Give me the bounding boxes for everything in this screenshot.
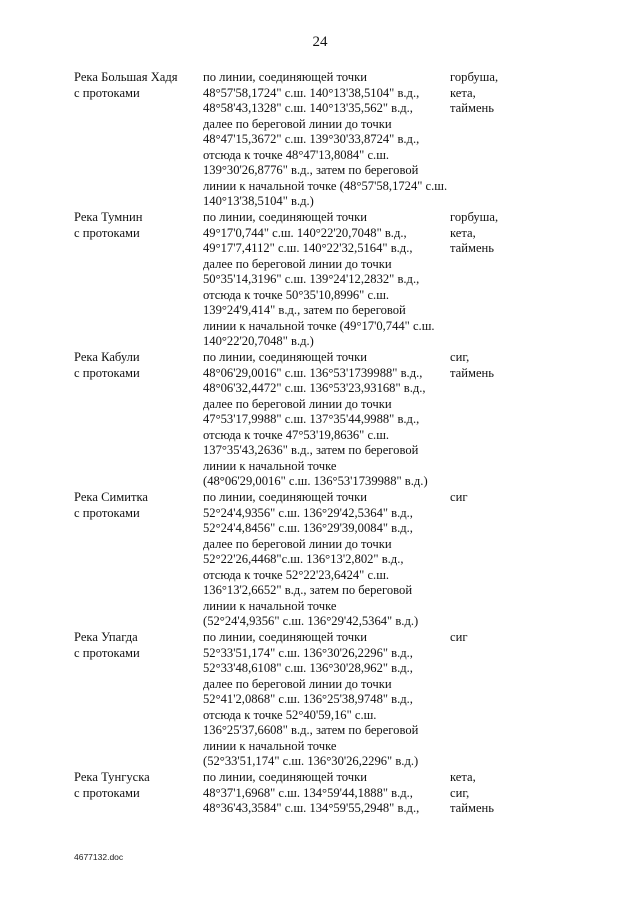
boundary-description-line: по линии, соединяющей точки bbox=[203, 770, 367, 784]
fish-species-line: горбуша, bbox=[450, 70, 499, 84]
boundary-description-line: (52°33'51,174" с.ш. 136°30'26,2296" в.д.) bbox=[203, 754, 419, 768]
boundary-description-line: линии к начальной точке (48°57'58,1724" с.ш. bbox=[203, 178, 448, 193]
boundary-description-line: по линии, соединяющей точки bbox=[203, 490, 367, 504]
boundary-description-line: 49°17'0,744" с.ш. 140°22'20,7048" в.д., bbox=[203, 225, 407, 240]
fish-species bbox=[450, 630, 530, 646]
boundary-description bbox=[203, 70, 448, 210]
page-number: 24 bbox=[312, 34, 328, 50]
fish-species-line: таймень bbox=[450, 801, 495, 815]
boundary-description-line: отсюда к точке 47°53'19,8636" с.ш. bbox=[203, 427, 390, 442]
fish-species-line: кета, bbox=[450, 770, 476, 784]
boundary-description bbox=[203, 770, 448, 817]
boundary-description-line: отсюда к точке 52°40'59,16" с.ш. bbox=[203, 707, 377, 722]
boundary-description-line: 137°35'43,2636" в.д., затем по береговой bbox=[203, 443, 419, 457]
boundary-description-line: 48°47'15,3672" с.ш. 139°30'33,8724" в.д., bbox=[203, 132, 420, 146]
river-name bbox=[74, 490, 194, 521]
boundary-description-line: линии к начальной точке bbox=[203, 738, 337, 753]
fish-species-line: сиг bbox=[450, 490, 468, 504]
boundary-description-line: отсюда к точке 52°22'23,6424" с.ш. bbox=[203, 567, 390, 582]
river-name-line: с протоками bbox=[74, 85, 140, 100]
boundary-description-line: линии к начальной точке bbox=[203, 598, 337, 613]
boundary-description-line: отсюда к точке 50°35'10,8996" с.ш. bbox=[203, 287, 390, 302]
boundary-description-line: по линии, соединяющей точки bbox=[203, 70, 367, 84]
boundary-description-line: отсюда к точке 48°47'13,8084" с.ш. bbox=[203, 147, 390, 162]
river-name bbox=[74, 770, 194, 801]
boundary-description-line: 52°33'51,174" с.ш. 136°30'26,2296" в.д., bbox=[203, 645, 413, 660]
river-name-line: Река Симитка bbox=[74, 490, 148, 504]
fish-species bbox=[450, 490, 530, 506]
boundary-description bbox=[203, 210, 448, 350]
boundary-description-line: далее по береговой линии до точки bbox=[203, 116, 392, 131]
boundary-description-line: 52°33'48,6108" с.ш. 136°30'28,962" в.д., bbox=[203, 661, 413, 675]
boundary-description-line: далее по береговой линии до точки bbox=[203, 256, 392, 271]
river-name-line: с протоками bbox=[74, 365, 140, 380]
boundary-description-line: 48°06'29,0016" с.ш. 136°53'1739988" в.д., bbox=[203, 365, 423, 380]
river-name-line: с протоками bbox=[74, 225, 140, 240]
boundary-description-line: 52°41'2,0868" с.ш. 136°25'38,9748" в.д., bbox=[203, 692, 413, 706]
boundary-description-line: 52°24'4,9356" с.ш. 136°29'42,5364" в.д., bbox=[203, 505, 413, 520]
boundary-description-line: 47°53'17,9988" с.ш. 137°35'44,9988" в.д., bbox=[203, 412, 420, 426]
boundary-description-line: по линии, соединяющей точки bbox=[203, 350, 367, 364]
boundary-description-line: 139°24'9,414" в.д., затем по береговой bbox=[203, 303, 406, 317]
boundary-description-line: 52°24'4,8456" с.ш. 136°29'39,0084" в.д., bbox=[203, 521, 413, 535]
boundary-description-line: (52°24'4,9356" с.ш. 136°29'42,5364" в.д.) bbox=[203, 614, 419, 628]
boundary-description-line: далее по береговой линии до точки bbox=[203, 396, 392, 411]
river-name bbox=[74, 70, 194, 101]
boundary-description-line: 140°22'20,7048" в.д.) bbox=[203, 334, 314, 348]
boundary-description-line: (48°06'29,0016" с.ш. 136°53'1739988" в.д.) bbox=[203, 474, 428, 488]
river-name-line: Река Тунгуска bbox=[74, 770, 150, 784]
document-filename: 4677132.doc bbox=[74, 852, 124, 862]
fish-species bbox=[450, 210, 530, 257]
fish-species bbox=[450, 770, 530, 817]
fish-species-line: таймень bbox=[450, 365, 495, 380]
boundary-description bbox=[203, 630, 448, 770]
boundary-description-line: далее по береговой линии до точки bbox=[203, 536, 392, 551]
river-name-line: с протоками bbox=[74, 505, 140, 520]
boundary-description-line: 136°13'2,6652" в.д., затем по береговой bbox=[203, 583, 413, 597]
fish-species-line: сиг, bbox=[450, 785, 470, 800]
boundary-description-line: 139°30'26,8776" в.д., затем по береговой bbox=[203, 163, 419, 177]
river-name bbox=[74, 630, 194, 661]
boundary-description-line: 48°06'32,4472" с.ш. 136°53'23,93168" в.д., bbox=[203, 381, 426, 395]
fish-species-line: сиг, bbox=[450, 350, 470, 364]
boundary-description-line: 136°25'37,6608" в.д., затем по береговой bbox=[203, 723, 419, 737]
river-name bbox=[74, 210, 194, 241]
boundary-description-line: 50°35'14,3196" с.ш. 139°24'12,2832" в.д., bbox=[203, 272, 420, 286]
fish-species-line: кета, bbox=[450, 225, 476, 240]
river-name-line: Река Тумнин bbox=[74, 210, 143, 224]
river-name-line: Река Большая Хадя bbox=[74, 70, 178, 84]
river-name-line: Река Упагда bbox=[74, 630, 138, 644]
boundary-description-line: линии к начальной точке (49°17'0,744" с.ш. bbox=[203, 318, 435, 333]
fish-species bbox=[450, 70, 530, 117]
fish-species-line: сиг bbox=[450, 630, 468, 644]
boundary-description-line: далее по береговой линии до точки bbox=[203, 676, 392, 691]
fish-species bbox=[450, 350, 530, 381]
boundary-description-line: 48°57'58,1724" с.ш. 140°13'38,5104" в.д., bbox=[203, 85, 420, 100]
boundary-description-line: по линии, соединяющей точки bbox=[203, 210, 367, 224]
fish-species-line: таймень bbox=[450, 101, 495, 115]
boundary-description bbox=[203, 350, 448, 490]
boundary-description-line: 48°58'43,1328" с.ш. 140°13'35,562" в.д., bbox=[203, 101, 413, 115]
boundary-description-line: 140°13'38,5104" в.д.) bbox=[203, 194, 314, 208]
boundary-description bbox=[203, 490, 448, 630]
river-name-line: с протоками bbox=[74, 645, 140, 660]
boundary-description-line: линии к начальной точке bbox=[203, 458, 337, 473]
river-name-line: с протоками bbox=[74, 785, 140, 800]
fish-species-line: горбуша, bbox=[450, 210, 499, 224]
river-name bbox=[74, 350, 194, 381]
boundary-description-line: по линии, соединяющей точки bbox=[203, 630, 367, 644]
boundary-description-line: 52°22'26,4468"с.ш. 136°13'2,802" в.д., bbox=[203, 552, 404, 566]
fish-species-line: кета, bbox=[450, 85, 476, 100]
fish-species-line: таймень bbox=[450, 241, 495, 255]
boundary-description-line: 48°37'1,6968" с.ш. 134°59'44,1888" в.д., bbox=[203, 785, 413, 800]
boundary-description-line: 49°17'7,4112" с.ш. 140°22'32,5164" в.д., bbox=[203, 241, 413, 255]
river-name-line: Река Кабули bbox=[74, 350, 140, 364]
boundary-description-line: 48°36'43,3584" с.ш. 134°59'55,2948" в.д., bbox=[203, 801, 420, 815]
